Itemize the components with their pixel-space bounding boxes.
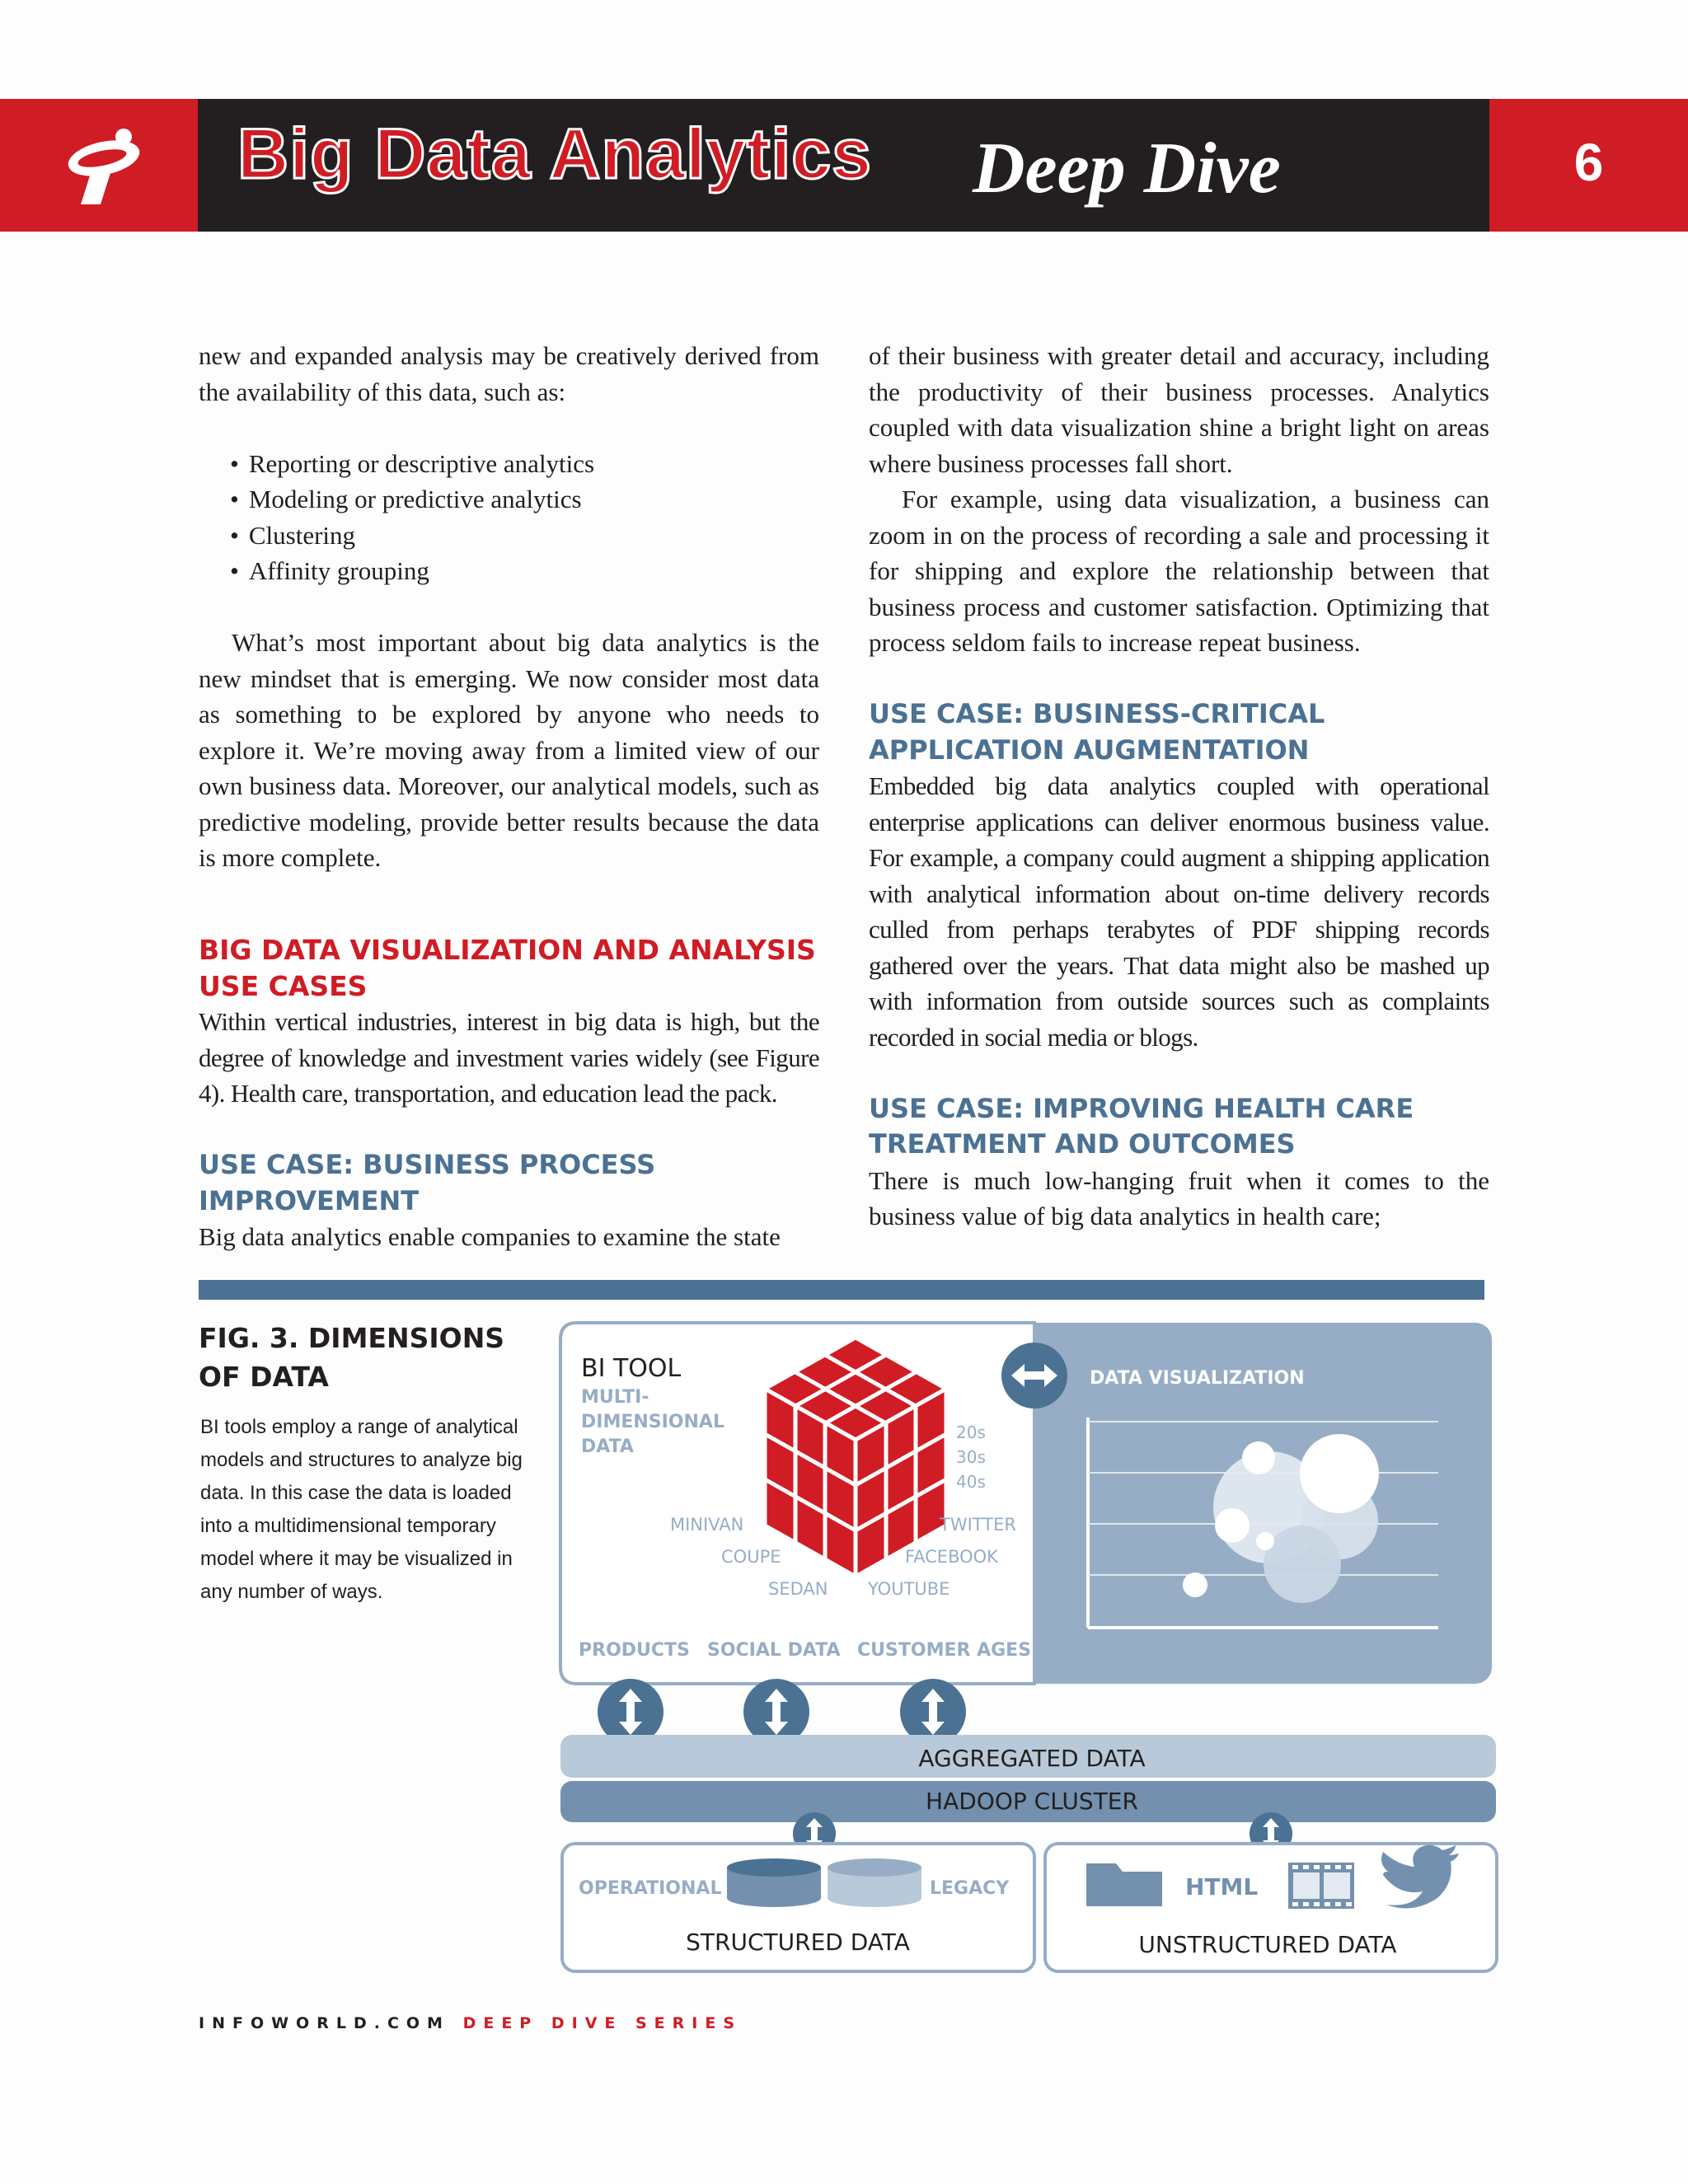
industries-paragraph: Within vertical industries, interest in big data is high, but the degree of knowledge and investment varies widely (see Figure 4). Health care, transportation, and education lead the pack. <box>199 1007 819 1108</box>
health-paragraph: There is much low-hanging fruit when it comes to the business value of big data analytics in health care; <box>869 1165 1489 1230</box>
section-heading-process: USE CASE: BUSINESS PROCESS IMPROVEMENT <box>199 1149 656 1216</box>
multidimensional-label-1: MULTI- <box>581 1387 649 1408</box>
dimension-social-data: SOCIAL DATA <box>707 1640 841 1661</box>
intro-paragraph: new and expanded analysis may be creatively derived from the availability of this data, such as: <box>199 341 819 406</box>
bidirectional-arrow-icon <box>1001 1343 1067 1408</box>
infoworld-logo-icon <box>51 125 142 208</box>
dimension-products: PRODUCTS <box>579 1640 690 1661</box>
age-label-30s: 30s <box>956 1447 986 1467</box>
aggregated-data-label: AGGREGATED DATA <box>918 1745 1146 1772</box>
unstructured-data-label: UNSTRUCTURED DATA <box>1138 1931 1397 1958</box>
list-item: • Reporting or descriptive analytics <box>230 446 819 482</box>
social-label-facebook: FACEBOOK <box>905 1547 998 1567</box>
hadoop-cluster-label: HADOOP CLUSTER <box>926 1788 1138 1815</box>
operational-label: OPERATIONAL <box>579 1878 722 1899</box>
database-icon <box>828 1858 921 1907</box>
data-visualization-label: DATA VISUALIZATION <box>1090 1368 1305 1389</box>
process-paragraph: Big data analytics enable companies to examine the state <box>199 1222 781 1251</box>
section-heading-health: USE CASE: IMPROVING HEALTH CARE TREATMENT AND OUTCOMES <box>869 1092 1414 1160</box>
list-item: • Affinity grouping <box>230 553 819 589</box>
section-heading-visualization: BIG DATA VISUALIZATION AND ANALYSIS USE CASES <box>199 934 816 1002</box>
dimension-customer-ages: CUSTOMER AGES <box>857 1640 1032 1661</box>
embedded-paragraph: Embedded big data analytics coupled with operational enterprise applications can deliver enormous business value. For example, a company could augment a shipping application with analytical information about on-time delivery records culled from perhaps terabytes of PDF shipping records gathered over the years. That data might also be mashed up with information from outside sources such as complaints recorded in social media or blogs. <box>869 771 1489 1052</box>
page-number: 6 <box>1573 133 1604 192</box>
olap-cube-icon <box>765 1338 946 1577</box>
multidimensional-label-3: DATA <box>581 1436 634 1457</box>
example-paragraph: For example, using data visualization, a business can zoom in on the process of recording a sale and processing it for shipping and explore the relationship between that business process and customer satisfaction. Optimizing that process seldom fails to increase repeat business. <box>869 485 1489 657</box>
database-icon <box>727 1858 821 1907</box>
product-label-coupe: COUPE <box>721 1547 781 1567</box>
social-label-youtube: YOUTUBE <box>868 1579 950 1599</box>
figure-caption: BI tools employ a range of analytical models and structures to analyze big data. In this case the data is loaded into a multidimensional temporary model where it may be visualized in any number of ways. <box>200 1416 523 1603</box>
product-label-sedan: SEDAN <box>768 1579 828 1599</box>
list-item: • Modeling or predictive analytics <box>230 481 819 518</box>
state-paragraph: of their business with greater detail and accuracy, including the productivity of their business processes. Analytics coupled with data visualization shine a bright light on areas where business processes fall short. <box>869 341 1489 478</box>
figure-rule <box>199 1280 1484 1300</box>
html-label: HTML <box>1185 1873 1259 1900</box>
footer <box>199 2014 742 2032</box>
multidimensional-label-2: DIMENSIONAL <box>581 1412 724 1432</box>
bi-tool-label: BI TOOL <box>581 1354 682 1383</box>
list-item: • Clustering <box>230 518 819 554</box>
legacy-label: LEGACY <box>930 1878 1010 1899</box>
structured-data-label: STRUCTURED DATA <box>686 1929 910 1956</box>
mindset-paragraph: What’s most important about big data analytics is the new mindset that is emerging. We now consider most data as something to be explored by anyone who needs to explore it. We’re moving away from a limited view of our own business data. Moreover, our analytical models, such as predictive modeling, provide better results because the data is more complete. <box>199 628 819 872</box>
page-subtitle: Deep Dive <box>973 129 1281 209</box>
dimensions-diagram <box>552 1315 1500 1982</box>
age-label-40s: 40s <box>956 1472 986 1492</box>
left-column <box>199 338 819 1255</box>
analytics-list <box>199 446 819 589</box>
footer-site: INFOWORLD.COM <box>199 2014 450 2032</box>
social-label-twitter: TWITTER <box>940 1515 1016 1535</box>
right-column <box>869 338 1489 1235</box>
age-label-20s: 20s <box>956 1422 986 1442</box>
film-icon <box>1288 1863 1354 1909</box>
footer-series: DEEP DIVE SERIES <box>462 2014 743 2032</box>
figure-title: FIG. 3. DIMENSIONS OF DATA <box>199 1322 505 1393</box>
page-title: Big Data Analytics <box>237 115 872 194</box>
product-label-minivan: MINIVAN <box>670 1515 744 1535</box>
section-heading-critical: USE CASE: BUSINESS-CRITICAL APPLICATION AUGMENTATION <box>869 698 1325 766</box>
